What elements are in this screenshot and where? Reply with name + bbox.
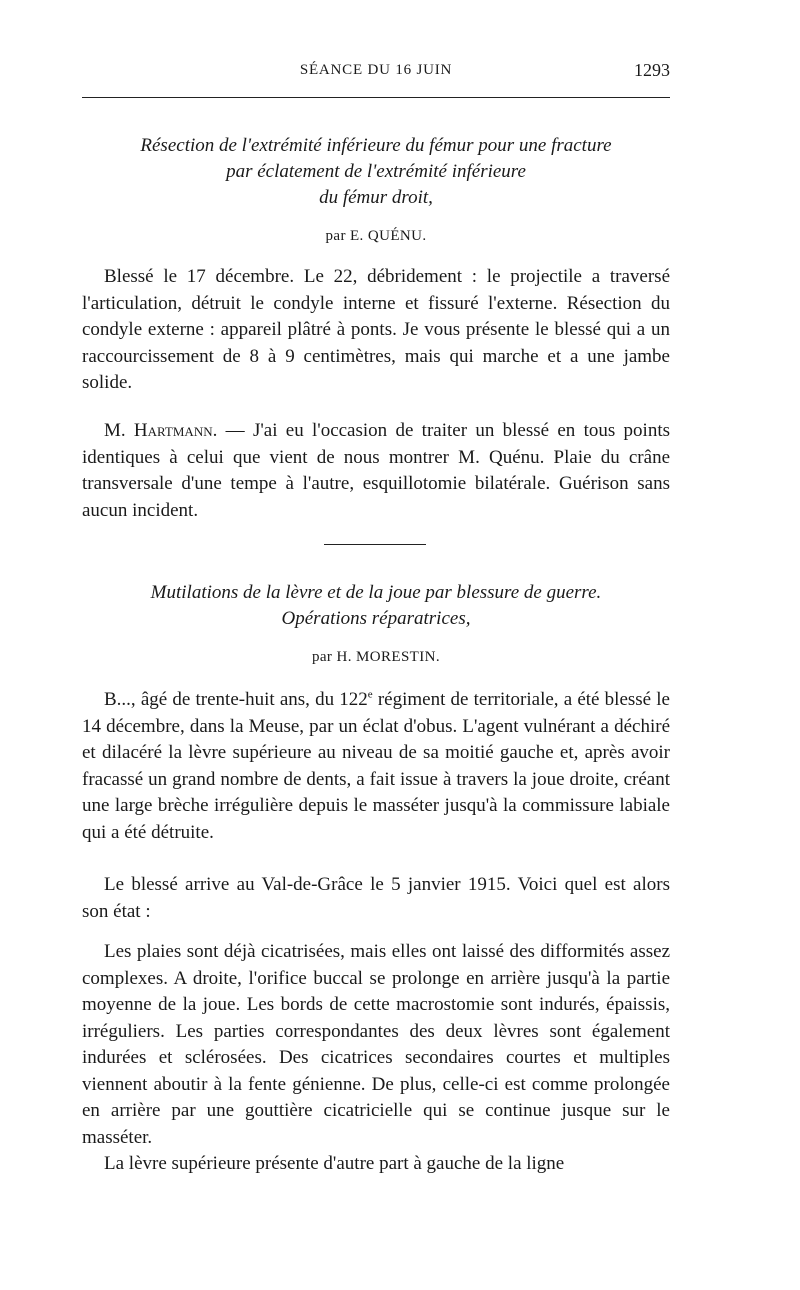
p1-rest: régiment de territoriale, a été blessé le 14 décembre, dans la Meuse, par un éclat d'obus. L'agent vulnérant a déchiré et dilacéré la lèvre supérieure au niveau de sa moitié gauche et, après avoir fracassé un grand nombre de dents, a fait issue à travers la joue droite, créant une large brèche irrégulière depuis le masséter jusqu'à la commissure labiale qui a été détruite. — [82, 689, 670, 843]
article2-paragraph2: Le blessé arrive au Val-de-Grâce le 5 janvier 1915. Voici quel est alors son état : — [82, 874, 670, 922]
p1-start: B..., âgé de trente-huit ans, du 122 — [104, 689, 368, 710]
article1-title-line1: Résection de l'extrémité inférieure du fémur pour une fracture — [140, 135, 612, 156]
article1-paragraph: Blessé le 17 décembre. Le 22, débridement : le projectile a traversé l'articulation, détruit le condyle interne et fissuré l'externe. Résection du condyle externe : appareil plâtré à ponts. Je vous présente le blessé qui a un raccourcissement de 8 à 9 centimètres, mais qui marche et a une jambe solide. — [82, 266, 670, 393]
discussion-text: — J'ai eu l'occasion de traiter un blessé en tous points identiques à celui que vient de nous montrer M. Quénu. Plaie du crâne transversale d'une tempe à l'autre, esquillotomie bilatérale. Guérison sans aucun incident. — [82, 420, 670, 521]
article2-title-line2: Opérations réparatrices, — [281, 608, 471, 629]
section-separator — [324, 544, 426, 545]
page-header — [82, 60, 670, 84]
header-rule — [82, 97, 670, 98]
page-number: 1293 — [634, 60, 670, 80]
ordinal-superscript: e — [367, 688, 373, 701]
article1-title-line2: par éclatement de l'extrémité inférieure — [226, 161, 526, 182]
article2-byline: par H. MORESTIN. — [311, 649, 441, 665]
running-title: SÉANCE DU 16 JUIN — [299, 62, 453, 78]
article1-byline: par E. QUÉNU. — [325, 228, 427, 244]
article2-title-line1: Mutilations de la lèvre et de la joue par blessure de guerre. — [150, 582, 602, 603]
article1-title-line3: du fémur droit, — [319, 187, 433, 208]
discussion-speaker: M. Hartmann. — [104, 420, 218, 441]
article2-paragraph4: La lèvre supérieure présente d'autre part à gauche de la ligne — [104, 1153, 565, 1174]
article1-discussion — [82, 418, 670, 524]
article2-paragraph3: Les plaies sont déjà cicatrisées, mais elles ont laissé des difformités assez complexes. A droite, l'orifice buccal se prolonge en arrière jusqu'à la partie moyenne de la joue. Les bords de cette macrostomie sont indurés, épaissis, irréguliers. Les parties correspondantes des deux lèvres sont également indurées et sclérosées. Des cicatrices secondaires courtes et multiples viennent aboutir à la fente génienne. De plus, celle-ci est comme prolongée en arrière par une gouttière cicatricielle qui se continue jusque sur le masséter. — [82, 941, 670, 1148]
article2-paragraph1 — [82, 687, 670, 846]
